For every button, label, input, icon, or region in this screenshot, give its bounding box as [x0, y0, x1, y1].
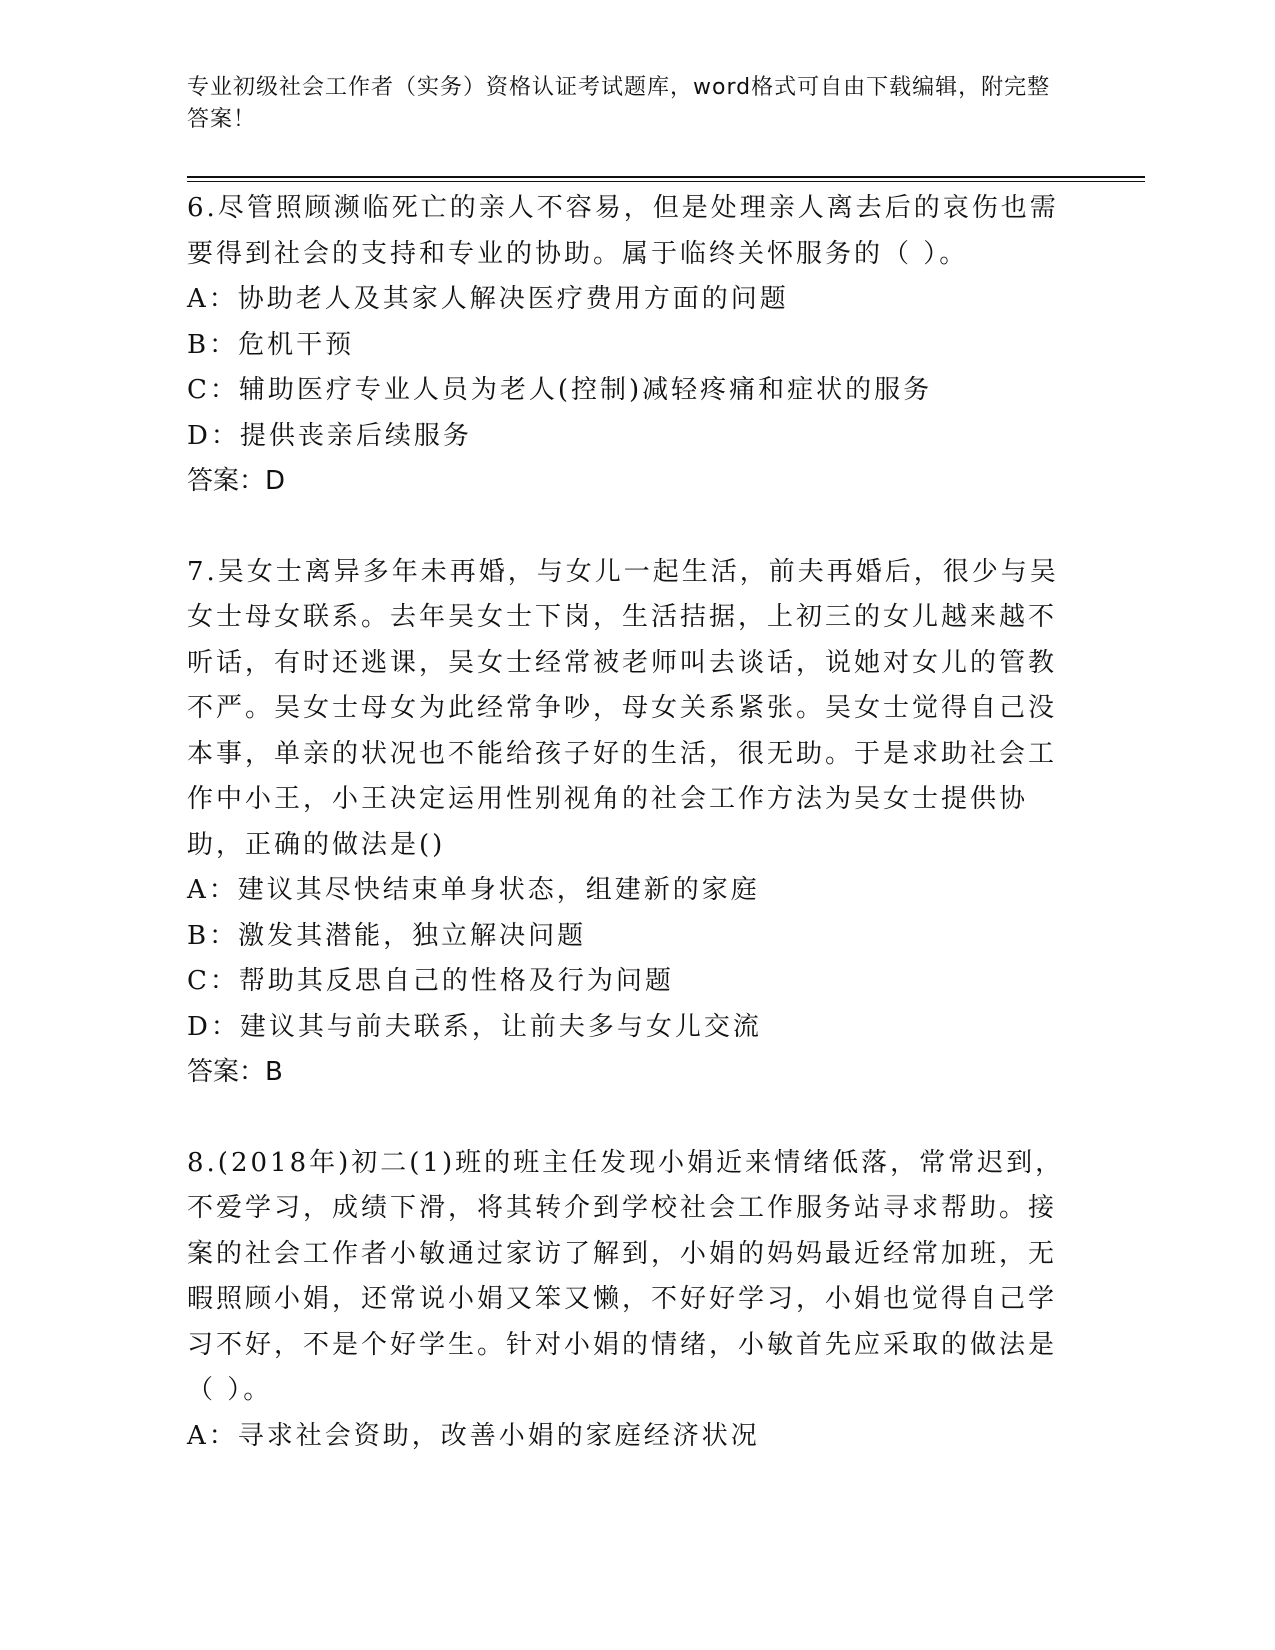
header-divider-thin	[187, 181, 1145, 182]
option-c: C：辅助医疗专业人员为老人(控制)减轻疼痛和症状的服务	[187, 375, 933, 405]
option-d: D：提供丧亲后续服务	[187, 420, 472, 451]
question-stem: 8.(2018年)初二(1)班的班主任发现小娟近来情绪低落，常常迟到，不爱学习，成绩下滑，将其转介到学校社会工作服务站寻求帮助。接案的社会工作者小敏通过家访了解到，小娟的妈妈最近经常加班，无暇照顾小娟，还常说小娟又笨又懒，不好好学习，小娟也觉得自己学习不好，不是个好学生。针对小娟的情绪，小敏首先应采取的做法是（ ）。	[187, 1147, 1065, 1405]
document-header: 专业初级社会工作者（实务）资格认证考试题库，word格式可自由下载编辑，附完整答案！	[187, 75, 1051, 132]
question-spacer	[187, 1096, 1067, 1141]
option-a: A：建议其尽快结束单身状态，组建新的家庭	[187, 875, 760, 905]
question-7	[187, 550, 1067, 1096]
answer-line: 答案：D	[187, 466, 286, 496]
question-6	[187, 186, 1067, 505]
option-b: B：激发其潜能，独立解决问题	[187, 920, 587, 951]
question-stem: 7.吴女士离异多年未再婚，与女儿一起生活，前夫再婚后，很少与吴女士母女联系。去年吴女士下岗，生活拮据，上初三的女儿越来越不听话，有时还逃课，吴女士经常被老师叫去谈话，说她对女儿的管教不严。吴女士母女为此经常争吵，母女关系紧张。吴女士觉得自己没本事，单亲的状况也不能给孩子好的生活，很无助。于是求助社会工作中小王，小王决定运用性别视角的社会工作方法为吴女士提供协助，正确的做法是()	[187, 556, 1059, 860]
question-stem: 6.尽管照顾濒临死亡的亲人不容易，但是处理亲人离去后的哀伤也需要得到社会的支持和专业的协助。属于临终关怀服务的（ ）。	[187, 193, 1059, 269]
option-d: D：建议其与前夫联系，让前夫多与女儿交流	[187, 1011, 762, 1042]
option-a: A：协助老人及其家人解决医疗费用方面的问题	[187, 284, 789, 314]
question-spacer	[187, 505, 1067, 550]
option-c: C：帮助其反思自己的性格及行为问题	[187, 966, 674, 996]
option-b: B：危机干预	[187, 329, 355, 360]
answer-line: 答案：B	[187, 1057, 283, 1087]
question-list	[187, 186, 1067, 1459]
header-divider-thick	[187, 176, 1145, 178]
question-8	[187, 1141, 1067, 1460]
option-a: A：寻求社会资助，改善小娟的家庭经济状况	[187, 1420, 760, 1451]
